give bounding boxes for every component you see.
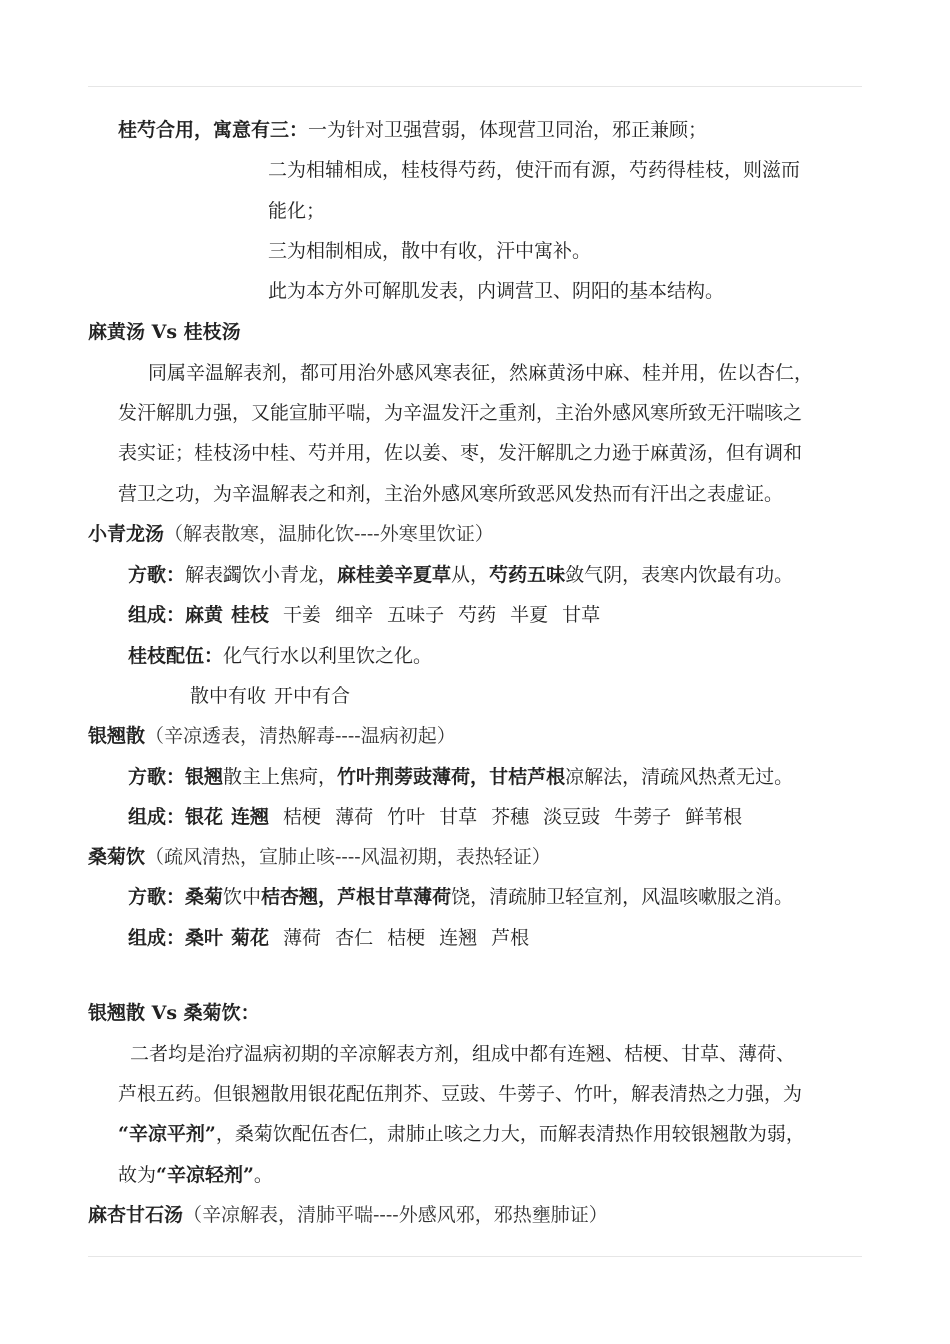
maxing-indication: （辛凉解表，清肺平喘----外感风邪，邪热壅肺证）: [183, 1204, 608, 1226]
herb: 芥穗: [491, 806, 530, 828]
song-text-bold: 竹叶荆蒡豉薄荷，: [337, 766, 490, 788]
song-text-bold: 麻桂姜辛夏草: [337, 564, 452, 586]
comp-label: 组成：: [128, 927, 186, 949]
top-rule: [88, 86, 862, 87]
herb-main: 银花: [185, 806, 224, 828]
song-text: 饶，清疏肺卫轻宣剂，风温咳嗽服之消。: [451, 886, 794, 908]
sangju-heading: [88, 844, 551, 870]
song-text-bold: 甘桔芦根: [489, 766, 566, 788]
yinqiao-indication: （辛凉透表，清热解毒----温病初起）: [145, 725, 456, 747]
herb: 半夏: [510, 604, 549, 626]
mahuang-vs-para-1: 同属辛温解表剂，都可用治外感风寒表征，然麻黄汤中麻、桂并用，佐以杏仁，: [148, 362, 814, 384]
sangju-song: [128, 884, 793, 910]
song-text-bold: 芦根甘草薄荷: [337, 886, 452, 908]
guishao-point-1: 一为针对卫强营弱，体现营卫同治，邪正兼顾；: [308, 119, 708, 141]
herb: 连翘: [439, 927, 478, 949]
mahuang-vs-para-2: 发汗解肌力强，又能宣肺平喘，为辛温发汗之重剂，主治外感风寒所致无汗喘咳之: [118, 402, 803, 424]
xiaoqinglong-indication: （解表散寒，温肺化饮----外寒里饮证）: [164, 523, 494, 545]
herb-main: 连翘: [231, 806, 270, 828]
herb: 桔梗: [387, 927, 426, 949]
herb-main: 桂枝: [231, 604, 270, 626]
yinqiao-vs-para-3: [118, 1121, 805, 1147]
song-label: 方歌：: [128, 564, 186, 586]
herb: 薄荷: [283, 927, 322, 949]
term-xinliang-ping: “辛凉平剂”: [118, 1123, 216, 1145]
guishao-line-2: 二为相辅相成，桂枝得芍药，使汗而有源，芍药得桂枝，则滋而: [268, 159, 801, 181]
guishao-lead2: 寓意有三：: [213, 119, 309, 141]
yinqiao-song: [128, 764, 793, 790]
peiwu-label: 桂枝配伍：: [128, 645, 224, 667]
note-text: 散中有收: [190, 685, 267, 707]
herb: 桔梗: [283, 806, 322, 828]
yinqiao-vs-para-2: 芦根五药。但银翘散用银花配伍荆芥、豆豉、牛蒡子、竹叶，解表清热之力强，为: [118, 1083, 803, 1105]
term-xinliang-qing: “辛凉轻剂”: [156, 1164, 254, 1186]
yinqiao-vs-para-1: 二者均是治疗温病初期的辛凉解表方剂，组成中都有连翘、桔梗、甘草、薄荷、: [130, 1043, 796, 1065]
comp-label: 组成：: [128, 604, 186, 626]
song-label: 方歌：: [128, 886, 186, 908]
guishao-line-5: 此为本方外可解肌发表，内调营卫、阴阳的基本结构。: [268, 280, 725, 302]
song-label: 方歌：: [128, 766, 186, 788]
mahuang-vs-para-3: 表实证；桂枝汤中桂、芍并用，佐以姜、枣，发汗解肌之力逊于麻黄汤，但有调和: [118, 442, 803, 464]
xiaoqinglong-heading: [88, 521, 494, 547]
sangju-name: 桑菊饮: [88, 846, 146, 868]
guishao-lead: 桂芍合用，: [118, 119, 214, 141]
yinqiao-composition: [128, 804, 742, 830]
song-text: 凉解法，清疏风热煮无过。: [565, 766, 794, 788]
mahuang-vs-para-4: 营卫之功，为辛温解表之和剂，主治外感风寒所致恶风发热而有汗出之表虚证。: [118, 483, 784, 505]
sangju-indication: （疏风清热，宣肺止咳----风温初期，表热轻证）: [145, 846, 551, 868]
herb: 芍药: [458, 604, 497, 626]
song-text-bold: 芍药五味: [489, 564, 566, 586]
herb: 薄荷: [335, 806, 374, 828]
song-text: 敛气阴，表寒内饮最有功。: [565, 564, 794, 586]
maxing-heading: [88, 1202, 608, 1228]
bottom-rule: [88, 1256, 862, 1257]
xiaoqinglong-song: [128, 562, 793, 588]
herb-main: 桑叶: [185, 927, 224, 949]
song-text-bold: 桑菊: [185, 886, 224, 908]
herb: 芦根: [491, 927, 530, 949]
peiwu-text: 化气行水以利里饮之化。: [223, 645, 433, 667]
guishao-line-4: 三为相制相成，散中有收，汗中寓补。: [268, 240, 592, 262]
song-text: 散主上焦疴，: [223, 766, 338, 788]
para-text: 。: [253, 1164, 273, 1186]
para-text: ，桑菊饮配伍杏仁，肃肺止咳之力大，而解表清热作用较银翘散为弱，: [215, 1123, 805, 1145]
herb: 杏仁: [335, 927, 374, 949]
herb: 细辛: [335, 604, 374, 626]
guishao-line-1: [118, 117, 707, 143]
sangju-composition: [128, 925, 529, 951]
song-text: 从，: [451, 564, 490, 586]
herb: 竹叶: [387, 806, 426, 828]
song-text: 饮中: [223, 886, 262, 908]
herb: 淡豆豉: [543, 806, 601, 828]
song-text-bold: 银翘: [185, 766, 224, 788]
para-text: 故为: [118, 1164, 157, 1186]
herb: 五味子: [387, 604, 445, 626]
comp-label: 组成：: [128, 806, 186, 828]
herb-main: 麻黄: [185, 604, 224, 626]
xiaoqinglong-peiwu: [128, 643, 432, 669]
herb: 甘草: [562, 604, 601, 626]
herb: 鲜苇根: [685, 806, 743, 828]
yinqiao-heading: [88, 723, 456, 749]
maxing-name: 麻杏甘石汤: [88, 1204, 184, 1226]
xiaoqinglong-name: 小青龙汤: [88, 523, 165, 545]
yinqiao-vs-title: 银翘散 Vs 桑菊饮：: [88, 1002, 260, 1024]
herb: 干姜: [283, 604, 322, 626]
song-text-bold: 桔杏翘，: [261, 886, 338, 908]
xiaoqinglong-composition: [128, 602, 600, 628]
mahuang-vs-title: 麻黄汤 Vs 桂枝汤: [88, 321, 241, 343]
xiaoqinglong-note: [190, 683, 350, 709]
note-text: 开中有合: [274, 685, 351, 707]
herb-main: 菊花: [231, 927, 270, 949]
yinqiao-vs-para-4: [118, 1162, 273, 1188]
song-text: 解表蠲饮小青龙，: [185, 564, 338, 586]
guishao-line-3: 能化；: [268, 200, 326, 222]
yinqiao-name: 银翘散: [88, 725, 146, 747]
herb: 甘草: [439, 806, 478, 828]
herb: 牛蒡子: [614, 806, 672, 828]
